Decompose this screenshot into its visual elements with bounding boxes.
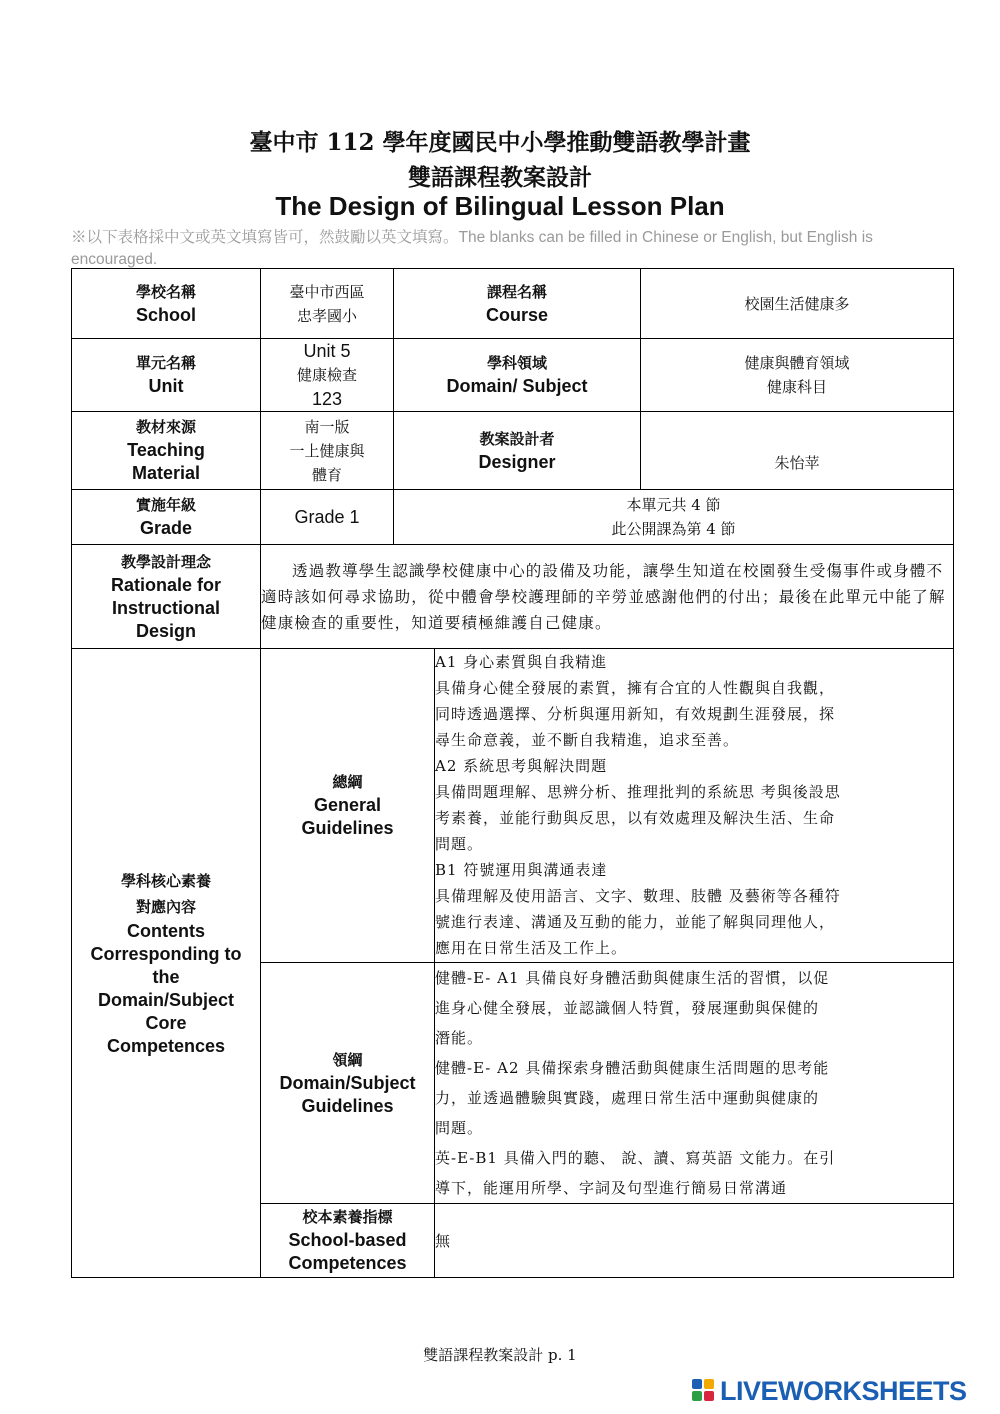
domain-guide-line: 健體-E- A1 具備良好身體活動與健康生活的習慣，以促 <box>435 969 830 987</box>
unit-value-2: 健康檢查 <box>296 366 357 384</box>
competences-label-en-1: Contents <box>127 921 205 941</box>
general-line: A1 身心素質與自我精進 <box>435 653 608 671</box>
competences-label-zh-2: 對應內容 <box>135 898 196 916</box>
domain-guide-line: 導下，能運用所學、字詞及句型進行簡易日常溝通 <box>435 1179 788 1197</box>
general-line: 號進行表達、溝通及互動的能力，並能了解與同理他人， <box>435 913 836 931</box>
unit-value-1: Unit 5 <box>303 341 351 361</box>
material-label <box>72 412 261 490</box>
instruction-note: ※以下表格採中文或英文填寫皆可，然鼓勵以英文填寫。The blanks can be filled in Chinese or English, but English is encouraged. <box>71 229 873 268</box>
material-label-zh: 教材來源 <box>135 418 196 436</box>
general-line: 同時透過選擇、分析與運用新知，有效規劃生涯發展，探 <box>435 705 836 723</box>
unit-value-3: 123 <box>311 389 343 409</box>
domain-label-en: Domain/ Subject <box>446 376 588 396</box>
domain-value-1: 健康與體育領域 <box>744 354 850 372</box>
designer-label-en: Designer <box>478 451 556 472</box>
unit-value <box>261 339 394 412</box>
general-line: 具備身心健全發展的素質，擁有合宜的人性觀與自我觀， <box>435 679 836 697</box>
general-line: 具備理解及使用語言、文字、數理、肢體 及藝術等各種符 <box>435 887 841 905</box>
general-line: A2 系統思考與解決問題 <box>435 757 608 775</box>
school-based-label-zh: 校本素養指標 <box>302 1208 393 1226</box>
course-value: 校園生活健康多 <box>641 269 954 339</box>
general-line: 具備問題理解、思辨分析、推理批判的系統思 考與後設思 <box>435 783 841 801</box>
material-value-2: 一上健康與 <box>289 441 365 460</box>
rationale-label-zh: 教學設計理念 <box>120 552 211 571</box>
material-label-en-2: Material <box>131 463 201 483</box>
competences-label-en-6: Competences <box>106 1036 226 1056</box>
rationale-label-en-3: Design <box>135 620 196 641</box>
general-guidelines-label-zh: 總綱 <box>332 773 363 791</box>
domain-guidelines-label-en-2: Guidelines <box>301 1095 394 1116</box>
liveworksheets-logo[interactable] <box>692 1374 967 1408</box>
sessions-line-1: 本單元共 4 節 <box>626 496 721 514</box>
row-material <box>72 412 954 490</box>
material-value-3: 體育 <box>311 465 342 484</box>
material-label-en-1: Teaching <box>127 440 205 460</box>
sessions-value <box>394 490 954 545</box>
domain-guide-line: 健體-E- A2 具備探索身體活動與健康生活問題的思考能 <box>435 1059 830 1077</box>
general-line: 問題。 <box>435 835 484 853</box>
course-label <box>394 269 641 339</box>
grade-label-en: Grade <box>139 518 193 538</box>
grade-value <box>261 490 394 545</box>
domain-value <box>641 339 954 412</box>
domain-guide-line: 英-E-B1 具備入門的聽、 說、讀、寫英語 文能力。在引 <box>435 1149 836 1167</box>
competences-label-en-5: Core <box>145 1013 187 1033</box>
general-guidelines-label-en-1: General <box>313 795 382 815</box>
general-line: 應用在日常生活及工作上。 <box>435 939 628 957</box>
grade-label-zh: 實施年級 <box>135 496 196 514</box>
domain-value-2: 健康科目 <box>767 378 828 396</box>
unit-label-zh: 單元名稱 <box>135 354 196 372</box>
page-footer: 雙語課程教案設計 p. 1 <box>423 1346 577 1364</box>
grade-value-text: Grade 1 <box>294 506 360 527</box>
sessions-line-2: 此公開課為第 4 節 <box>611 520 736 538</box>
designer-label <box>394 412 641 490</box>
material-value-1: 南一版 <box>304 417 350 436</box>
competences-label <box>72 649 261 1278</box>
material-value <box>261 412 394 490</box>
domain-label <box>394 339 641 412</box>
general-guidelines-label <box>261 649 435 963</box>
domain-guide-line: 進身心健全發展，並認識個人特質，發展運動與保健的 <box>435 999 820 1017</box>
rationale-label-en-2: Instructional <box>111 597 220 618</box>
logo-mark-icon <box>692 1379 716 1403</box>
domain-guide-line: 問題。 <box>435 1119 484 1137</box>
unit-label <box>72 339 261 412</box>
general-guidelines-label-en-2: Guidelines <box>301 818 394 838</box>
course-label-en: Course <box>486 304 549 325</box>
lesson-plan-table <box>71 268 954 1278</box>
row-grade <box>72 490 954 545</box>
school-label-en: School <box>135 304 196 325</box>
row-rationale <box>72 545 954 649</box>
domain-guide-line: 力，並透過體驗與實踐，處理日常生活中運動與健康的 <box>435 1089 820 1107</box>
domain-guidelines-text <box>435 963 954 1204</box>
designer-value: 朱怡苹 <box>641 412 954 490</box>
grade-label <box>72 490 261 545</box>
school-label-zh: 學校名稱 <box>135 282 196 301</box>
general-line: B1 符號運用與溝通表達 <box>435 861 608 879</box>
rationale-label-en-1: Rationale for <box>110 574 221 595</box>
rationale-label <box>72 545 261 649</box>
course-label-zh: 課程名稱 <box>487 282 548 301</box>
title-english: The Design of Bilingual Lesson Plan <box>275 191 725 221</box>
domain-guidelines-label-zh: 領綱 <box>332 1050 363 1069</box>
domain-guidelines-label <box>261 963 435 1204</box>
designer-label-zh: 教案設計者 <box>479 429 555 448</box>
domain-guide-line: 潛能。 <box>435 1029 484 1047</box>
general-line: 尋生命意義，並不斷自我精進，追求至善。 <box>435 731 740 749</box>
school-based-label <box>261 1204 435 1278</box>
title-line-2: 雙語課程教案設計 <box>408 164 592 191</box>
domain-guidelines-label-en-1: Domain/Subject <box>279 1072 416 1093</box>
domain-label-zh: 學科領域 <box>487 354 548 372</box>
school-based-value: 無 <box>435 1204 954 1278</box>
school-value-2: 忠孝國小 <box>296 306 357 325</box>
title-line-1: 臺中市 112 學年度國民中小學推動雙語教學計畫 <box>249 129 751 156</box>
row-school <box>72 269 954 339</box>
unit-label-en: Unit <box>148 376 184 396</box>
competences-label-en-2: Corresponding to <box>90 944 242 964</box>
school-value-1: 臺中市西區 <box>289 282 365 301</box>
general-guidelines-text <box>435 649 954 963</box>
competences-label-en-3: the <box>152 967 180 987</box>
logo-text: LIVEWORKSHEETS <box>720 1375 967 1406</box>
rationale-text: 透過教導學生認識學校健康中心的設備及功能，讓學生知道在校園發生受傷事件或身體不適時該如何尋求協助，從中體會學校護理師的辛勞並感謝他們的付出；最後在此單元中能了解健康檢查的重要性，知道要積極維護自己健康。 <box>261 545 954 649</box>
school-value <box>261 269 394 339</box>
competences-label-zh-1: 學科核心素養 <box>120 872 211 890</box>
school-based-label-en-1: School-based <box>288 1230 407 1250</box>
school-label <box>72 269 261 339</box>
general-line: 考素養，並能行動與反思，以有效處理及解決生活、生命 <box>435 809 836 827</box>
row-general-guidelines <box>72 649 954 963</box>
school-based-label-en-2: Competences <box>288 1253 407 1273</box>
competences-label-en-4: Domain/Subject <box>97 990 235 1010</box>
row-unit <box>72 339 954 412</box>
